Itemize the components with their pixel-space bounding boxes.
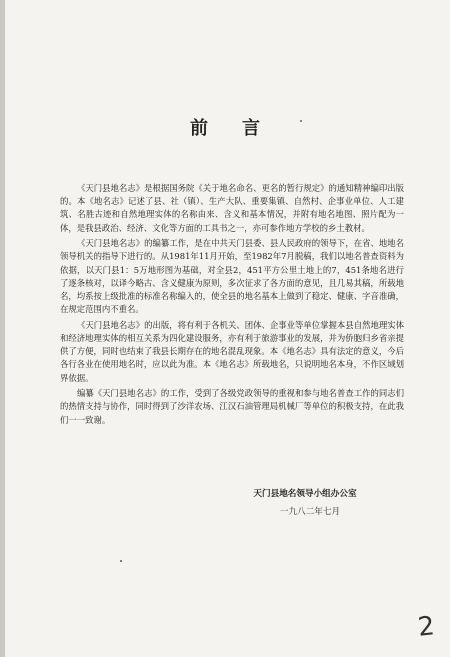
signature-date: 一九八二年七月 bbox=[279, 507, 341, 517]
page-title: 前言 bbox=[190, 118, 294, 139]
paragraph-1: 《天门县地名志》是根据国务院《关于地名命名、更名的暂行规定》的通知精神编印出版的。本《地名志》记述了县、社（镇）、生产大队、重要集镇、自然村、企事业单位、人工建筑、名胜古迹和自然地理实体的名称由来、含义和基本情况，并附有地名地图、照片配为一体，是我县政治、经济、文化等方面的工具书之一，亦可参作地方学校的乡土教材。 bbox=[60, 183, 404, 233]
signature-organization: 天门县地名领导小组办公室 bbox=[253, 489, 357, 499]
paragraph-4: 编纂《天门县地名志》的工作，受到了各级党政领导的重视和参与地名普查工作的同志们的热情支持与协作，同时得到了沙洋农场、江汉石油管理局机械厂等单位的积极支持，在此我们一一致谢。 bbox=[60, 388, 404, 425]
paragraph-2: 《天门县地名志》的编纂工作，是在中共天门县委、县人民政府的领导下，在省、地地名领导机关的指导下进行的。从1981年11月开始，至1982年7月脱稿，我们以地名普查资料为依据，以天门县1：5万地形图为基础，对全县2，451平方公里土地上的7，451条地名进行了逐条核对，以译今略古、含义健康为原则，多次征求了各方面的意见，且几易其稿，所载地名，均系按上级批准的标准名称编入的，使全县的地名基本上做到了稳定、健康、字音准确，在规定范围内不重名。 bbox=[60, 238, 404, 315]
scan-edge bbox=[0, 0, 5, 657]
preface-body bbox=[60, 182, 404, 429]
scan-speck bbox=[300, 120, 302, 122]
paragraph-3: 《天门县地名志》的出版，将有利于各机关、团体、企事业等单位掌握本县自然地理实体和经济地理实体的相互关系为四化建设服务，亦有利于旅游事业的发展，并为侨胞归乡省亲提供了方便，同时也结束了我县长期存在的地名混乱现象。本《地名志》具有法定的意义，今后各行各业在使用地名时，应以此为准。本《地名志》所载地名，只说明地名本身，不作区域划界依据。 bbox=[60, 319, 404, 383]
scan-speck bbox=[120, 560, 122, 562]
handwritten-page-number: 2 bbox=[416, 611, 437, 643]
